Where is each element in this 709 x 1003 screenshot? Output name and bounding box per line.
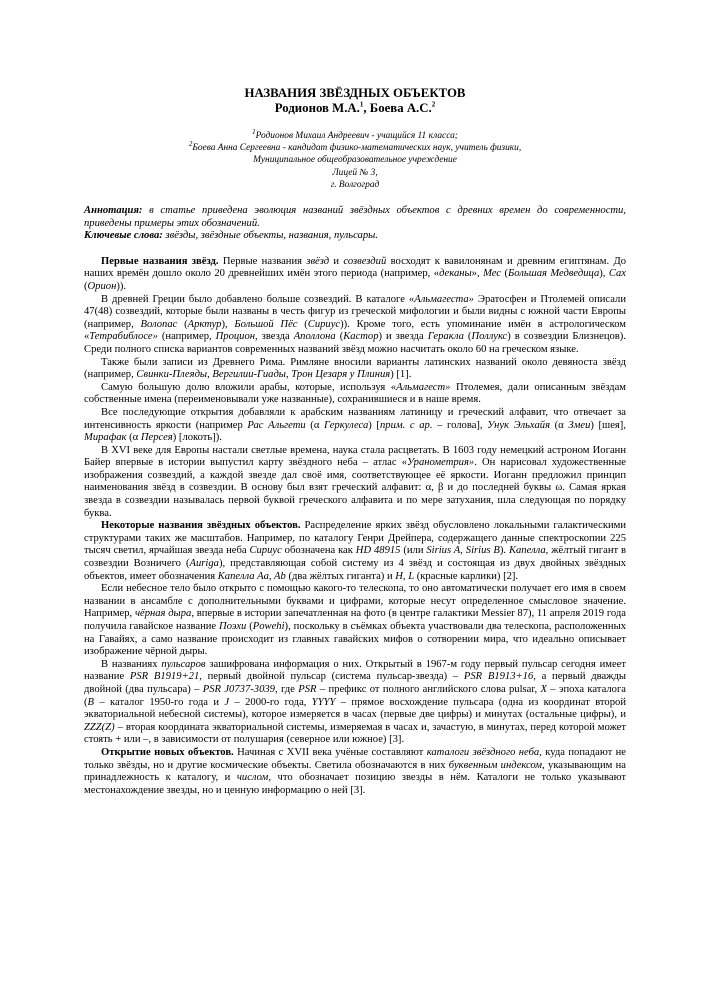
- text-span: (α: [126, 432, 141, 444]
- affiliation-city: г. Волгоград: [330, 179, 380, 190]
- text-span: , что обозначает позицию звезды в нём. Каталоги не только указывают местонахождение звезды, но и ценную информацию о ней [3].: [84, 772, 626, 796]
- text-span: , а первый дважды двойной (два пульсара) –: [84, 671, 627, 695]
- text-span: . Он нарисовал художественные изображения созвездий, а каждой звезде дал своё имя, соответствующее её яркости. Иоганн предложил принцип наименования звёзд в созвездии. В основу был взят греческий алфавит: α, β и до последней буквы ω. Самая яркая звезда в созвездии называлась первой буквой греческого алфавита и по мере затухания, шла следующая по порядку буква.: [84, 457, 627, 519]
- text-span: – вторая координата экваториальной системы, измеряемая в часах и, зачастую, в минутах, перед которой может стоять + или –, в зависимости от полушария (северное или южное) [3].: [84, 721, 626, 746]
- text-span: (например,: [157, 331, 216, 343]
- italic-span: H, L: [395, 570, 415, 582]
- text-span: ) в созвездии Близнецов). Среди полного списка вариантов современных названий звёзд можно насчитать около 60 на греческом языке.: [84, 331, 626, 355]
- italic-span: Мес: [483, 268, 502, 280]
- text-span: Начиная с XVII века учёные составляют: [233, 746, 427, 758]
- italic-span: Орион: [87, 280, 117, 292]
- italic-span: Свинки-Плеяды, Вергилии-Гиады, Трон Цезаря у Плиния: [136, 369, 391, 381]
- italic-span: Процион: [215, 331, 256, 343]
- italic-span: J: [224, 696, 230, 708]
- text-span: Самую большую долю вложили арабы, которые, используя «: [101, 381, 397, 393]
- text-span: (α: [550, 419, 569, 431]
- text-span: ), поскольку в съёмках объекта участвовали два телескопа, расположенных на Гавайях, а само название происходит из главных гавайских мифов о сотворении мира, что идеально описывает изображение чёрной дыры.: [84, 621, 626, 658]
- italic-span: прим. с ар.: [379, 419, 433, 431]
- text-span: (: [463, 331, 472, 343]
- paragraph-9: [84, 659, 626, 747]
- paragraph-10: [84, 747, 626, 797]
- italic-span: PSR: [298, 683, 317, 695]
- annotation-label: Аннотация:: [84, 205, 143, 217]
- italic-span: ZZZ(Z): [84, 721, 115, 733]
- italic-span: YYYY: [311, 696, 336, 708]
- affiliation-2-mark: 2: [188, 140, 193, 149]
- text-span: , впервые в истории запечатленная на фото (в центре галактики Messier 87), 11 апреля 2019 года получила гавайское название: [84, 608, 626, 633]
- text-span: ).: [499, 545, 509, 557]
- text-span: )).: [116, 280, 127, 292]
- text-span: Птолемея, дали описанным звёздам собственные имена (переименовывали уже названные), сохранившиеся и в наше время.: [84, 381, 626, 406]
- italic-span: Поэхи: [219, 621, 247, 633]
- text-span: Эратосфен и Птолемей описали 47(48) созвездий, которые были названы в честь фигур из греческой мифологии и были видны с южной части Европы (например,: [84, 293, 627, 330]
- italic-span: PSR J0737-3039: [202, 683, 275, 695]
- paragraph-2: [84, 294, 626, 357]
- annotation: [84, 205, 626, 230]
- italic-span: HD 48915: [355, 545, 401, 557]
- text-span: В древней Греции было добавлено больше созвездий. В каталоге «: [101, 293, 415, 305]
- italic-span: Геракла: [427, 331, 464, 343]
- italic-span: Сириус: [307, 318, 341, 330]
- section-heading: Некоторые названия звёздных объектов.: [101, 520, 301, 532]
- italic-span: Геркулеса: [324, 419, 369, 431]
- paper-title: НАЗВАНИЯ ЗВЁЗДНЫХ ОБЪЕКТОВ: [244, 86, 466, 100]
- text-span: (: [177, 318, 188, 330]
- text-span: , указывающим на принадлежность к каталогу, и: [84, 759, 626, 784]
- text-span: , куда попадают не только звёзды, но и другие космические объекты. Светила обозначаются в них: [84, 746, 626, 771]
- section-heading: Открытие новых объектов.: [101, 746, 234, 758]
- paragraph-8: [84, 583, 626, 659]
- italic-span: звёзд: [306, 255, 330, 267]
- keywords-label: Ключевые слова:: [84, 230, 163, 242]
- paragraph-4: [84, 382, 626, 407]
- paragraph-5: [84, 407, 626, 445]
- text-span: (или: [400, 545, 427, 557]
- italic-span: числом: [236, 772, 269, 784]
- text-span: – эпоха каталога (: [84, 683, 626, 708]
- italic-span: Альмагест»: [396, 381, 451, 393]
- text-span: В названиях: [101, 658, 162, 670]
- italic-span: Sirius B: [465, 545, 500, 557]
- text-span: Распределение ярких звёзд обусловлено локальными галактическими структурами таких же масштабов. Например, по каталогу Генри Дрейпера, содержащего данные спектроскопии 225 тысяч светил, ярчайшая звезда неба: [84, 520, 627, 557]
- italic-span: Сах: [608, 268, 627, 280]
- italic-span: Унук Эльхайя: [487, 419, 551, 431]
- italic-span: чёрная дыра: [134, 608, 192, 620]
- annotation-text: в статье приведена эволюция названий звёздных объектов с древних времен до современности, приведены примеры этих обозначений.: [84, 205, 626, 229]
- italic-span: Поллукс: [471, 331, 508, 343]
- italic-span: Капелла Aa, Ab: [217, 570, 286, 582]
- author-1: Родионов М.А.: [274, 101, 360, 115]
- italic-span: Большой Пёс: [234, 318, 298, 330]
- text-span: зашифрована информация о них. Открытый в 1967-м году первый пульсар сегодня имеет название: [84, 658, 626, 683]
- italic-span: Капелла: [508, 545, 546, 557]
- text-span: (: [297, 318, 308, 330]
- text-span: ), представляющая собой систему из 4 звёзд и состоящая из двух двойных звёздных объектов, имеет обозначения: [84, 558, 627, 582]
- italic-span: Змеи: [568, 419, 591, 431]
- affiliation-1-mark: 1: [252, 127, 256, 136]
- text-span: – 2000-го года,: [229, 696, 312, 708]
- italic-span: Волопас: [140, 318, 178, 330]
- text-span: »,: [471, 268, 484, 280]
- italic-span: Sirius A: [426, 545, 461, 557]
- paragraph-1: [84, 256, 626, 294]
- italic-span: Рас Альгети: [247, 419, 306, 431]
- italic-span: Сириус: [249, 545, 282, 557]
- italic-span: Альмагеста»: [414, 293, 474, 305]
- text-span: , где: [274, 683, 299, 695]
- italic-span: Кастор: [343, 331, 379, 343]
- text-span: ) [: [368, 419, 380, 431]
- keywords: [84, 230, 626, 243]
- author-1-mark: 1: [359, 100, 364, 109]
- text-span: , звезда: [255, 331, 294, 343]
- affiliation-2-text: Боева Анна Сергеевна - кандидат физико-математических наук, учитель физики,: [192, 143, 522, 154]
- italic-span: буквенным индексом: [448, 759, 543, 771]
- text-span: )). Кроме того, есть упоминание имён в астрологическом «: [84, 318, 626, 343]
- text-span: (два жёлтых гиганта) и: [285, 570, 396, 582]
- text-span: , жёлтый гигант в созвездии Возничего (: [84, 545, 627, 570]
- text-span: ) [локоть]).: [172, 432, 222, 444]
- italic-span: пульсаров: [161, 658, 206, 670]
- italic-span: деканы: [439, 268, 472, 280]
- affiliation-1: [84, 127, 626, 142]
- paragraph-7: [84, 520, 626, 583]
- text-span: ),: [599, 268, 609, 280]
- italic-span: Мирафак: [84, 432, 127, 444]
- italic-span: Уранометрия»: [406, 457, 475, 469]
- italic-span: PSR B1919+21: [129, 671, 200, 683]
- text-span: (: [246, 621, 253, 633]
- text-span: В XVI веке для Европы настали светлые времена, наука стала расцветать. В 1603 году немецкий астроном Иоганн Байер впервые в истории выпустил карту звёздного неба – атлас «: [84, 444, 626, 469]
- author-2: Боева А.С.: [369, 101, 432, 115]
- text-span: (α: [305, 419, 325, 431]
- text-span: ,: [460, 545, 466, 557]
- italic-span: Персея: [140, 432, 173, 444]
- author-separator: ,: [363, 101, 370, 115]
- author-2-mark: 2: [431, 100, 436, 109]
- affiliation-1-text: Родионов Михаил Андреевич - учащийся 11 класса;: [255, 131, 458, 141]
- affiliation-school: Лицей № 3,: [332, 167, 378, 178]
- authors-line: [84, 101, 626, 116]
- text-span: ) [шея],: [590, 419, 626, 431]
- keywords-text: звёзды, звёздные объекты, названия, пульсары.: [162, 230, 378, 242]
- text-span: ) [1].: [390, 369, 412, 381]
- text-span: Если небесное тело было открыто с помощью какого-то телескопа, то оно автоматически получает его имя в своем названии в ансамбле с дополнительными буквами и цифрами, которые несут определенное смысловое значение. Например,: [84, 583, 626, 620]
- text-span: (: [84, 280, 88, 292]
- text-span: Первые названия: [218, 255, 307, 267]
- italic-span: Аполлона: [293, 331, 336, 343]
- text-span: (: [335, 331, 344, 343]
- italic-span: B: [87, 696, 95, 708]
- text-span: обозначена как: [281, 545, 356, 557]
- italic-span: Powehi: [252, 621, 285, 633]
- italic-span: Большая Медведица: [507, 268, 600, 280]
- text-span: и: [329, 255, 344, 267]
- affiliation-org: Муниципальное общеобразовательное учреждение: [253, 155, 457, 166]
- affiliation-2: [84, 142, 626, 154]
- text-span: восходят к вавилонянам и древним египтянам. До наших времён дошло около 20 древнейших имён этого периода (например, «: [84, 255, 627, 280]
- paragraph-3: [84, 357, 626, 382]
- section-heading: Первые названия звёзд.: [101, 255, 219, 267]
- text-span: ),: [221, 318, 235, 330]
- paper-page: [84, 86, 626, 797]
- text-span: (красные карлики) [2].: [414, 570, 519, 582]
- text-span: , первый двойной пульсар (система пульсар-звезда) –: [199, 671, 464, 683]
- text-span: ) и звезда: [378, 331, 428, 343]
- text-span: Также были записи из Древнего Рима. Римляне вносили варианты латинских названий около девяноста звёзд (например,: [84, 356, 626, 381]
- text-span: (: [501, 268, 508, 280]
- italic-span: Auriga: [189, 558, 219, 570]
- italic-span: Арктур: [187, 318, 222, 330]
- italic-span: X: [540, 683, 547, 695]
- paragraph-6: [84, 445, 626, 521]
- italic-span: созвездий: [343, 255, 387, 267]
- text-span: – префикс от полного английского слова pulsar,: [316, 683, 541, 695]
- italic-span: Тетрабиблосе»: [89, 331, 158, 343]
- text-span: Все последующие открытия добавляли к арабским названиям латиницу и греческий алфавит, что отвечает за интенсивность яркости (например: [84, 406, 626, 431]
- italic-span: каталоги звёздного неба: [426, 746, 540, 758]
- text-span: – голова],: [432, 419, 488, 431]
- text-span: – каталог 1950-го года и: [94, 696, 225, 708]
- italic-span: PSR B1913+16: [463, 671, 534, 683]
- text-span: – прямое восхождение пульсара (одна из координат второй экваториальной небесной системы), которое измеряется в часах (первые две цифры) и минутах (остальные цифры), и: [84, 696, 626, 721]
